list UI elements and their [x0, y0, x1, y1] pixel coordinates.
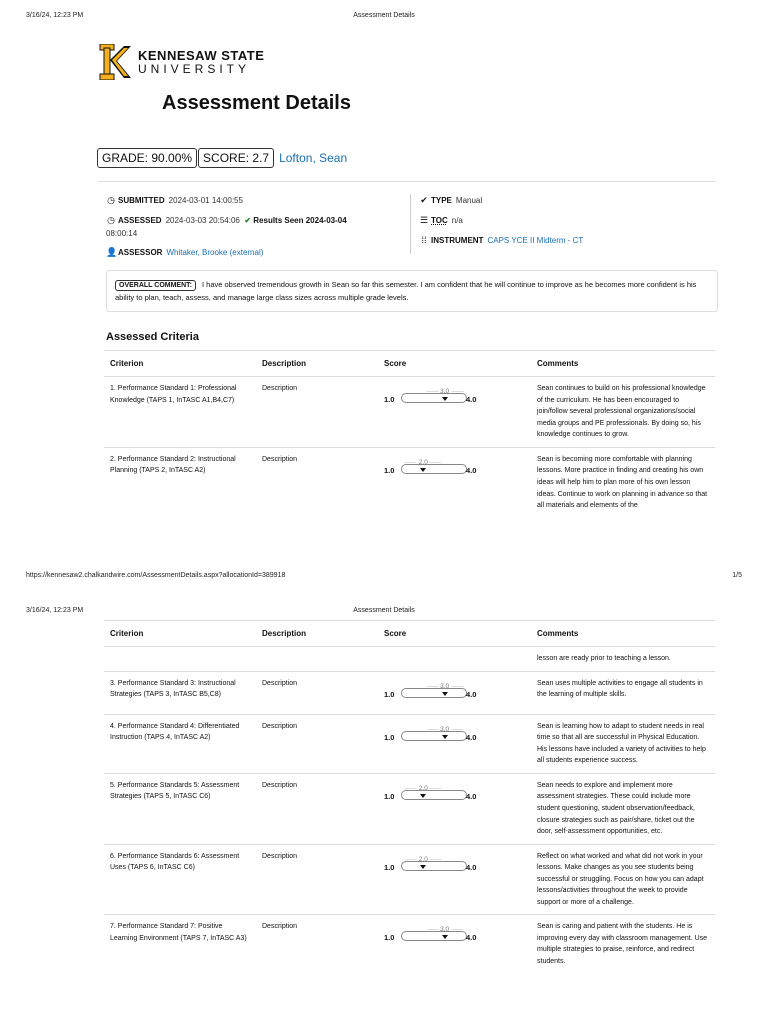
comment-cell: Sean uses multiple activities to engage all students in the learning of multiple skills.	[531, 671, 715, 714]
print-url: https://kennesaw2.chalkandwire.com/AssessmentDetails.aspx?allocationId=389918	[26, 572, 286, 579]
description-header: Description	[256, 351, 378, 377]
person-icon: 👤	[106, 247, 118, 258]
results-seen-time: 08:00:14	[106, 228, 138, 238]
table-header-row	[104, 621, 715, 647]
score-value: 2.0	[419, 855, 428, 866]
comments-header: Comments	[531, 621, 715, 647]
assessed-criteria-heading: Assessed Criteria	[106, 331, 199, 343]
score-value: 2.0	[419, 458, 428, 469]
scale-min: 1.0	[384, 933, 395, 943]
pdf-header	[26, 607, 742, 614]
scale-max: 4.0	[466, 791, 477, 801]
pdf-page-2	[0, 600, 768, 1024]
criterion-cell: 3. Performance Standard 3: Instructional Strategies (TAPS 3, InTASC B5,C8)	[104, 671, 256, 714]
slider-track	[401, 784, 467, 800]
criteria-table	[104, 350, 715, 518]
description-link[interactable]: Description	[256, 915, 378, 974]
print-datetime: 3/16/24, 12:23 PM	[26, 607, 84, 614]
score-slider[interactable]	[384, 721, 525, 751]
score-value: 3.0	[440, 725, 449, 736]
list-icon: ☰	[419, 214, 429, 225]
score-slider[interactable]	[384, 780, 525, 810]
overall-comment-box	[106, 270, 718, 312]
score-cell	[378, 915, 531, 974]
slider-track	[401, 725, 467, 741]
score-cell	[378, 671, 531, 714]
table-row	[104, 714, 715, 773]
table-row	[104, 671, 715, 714]
description-link[interactable]: Description	[256, 714, 378, 773]
print-datetime: 3/16/24, 12:23 PM	[26, 12, 84, 19]
clock-icon: ◷	[107, 195, 115, 205]
score-cell	[378, 773, 531, 844]
score-cell	[378, 447, 531, 517]
criterion-cell: 6. Performance Standards 6: Assessment Uses (TAPS 6, InTASC C6)	[104, 844, 256, 915]
score-value: 3.0	[440, 682, 449, 693]
score-value: 3.0	[440, 387, 449, 398]
slider-thumb-icon	[420, 865, 426, 869]
scale-min: 1.0	[384, 689, 395, 699]
score-slider[interactable]	[384, 678, 525, 708]
scale-max: 4.0	[466, 732, 477, 742]
instrument-link[interactable]: CAPS YCE II Midterm - CT	[487, 235, 584, 245]
brand-line-2: UNIVERSITY	[138, 62, 251, 76]
comment-cell: Reflect on what worked and what did not work in your lessons. Make changes as you see students being successful or struggling. Focus on how you can adapt lessons/activities throughout the week to provide support or more of a challenge.	[531, 844, 715, 915]
results-seen: Results Seen 2024-03-04	[253, 215, 347, 225]
score-value: 3.0	[440, 925, 449, 936]
table-row	[104, 773, 715, 844]
comment-cell: Sean needs to explore and implement more assessment strategies. These could include more student questioning, student observation/feedback, closure strategies such as pair/share, ticket out the door, self-assessment opportunities, etc.	[531, 773, 715, 844]
slider-thumb-icon	[442, 735, 448, 739]
slider-thumb-icon	[442, 397, 448, 401]
slider-thumb-icon	[442, 692, 448, 696]
slider-track	[401, 926, 467, 941]
criterion-cell: 4. Performance Standard 4: Differentiated Instruction (TAPS 4, InTASC A2)	[104, 714, 256, 773]
table-row	[104, 377, 715, 448]
table-row-continued	[104, 647, 715, 672]
print-page-number: 1/5	[732, 572, 742, 579]
description-link[interactable]: Description	[256, 773, 378, 844]
clock-icon: ◷	[107, 214, 115, 225]
comment-cell: Sean is caring and patient with the students. He is improving every day with classroom management. Use multiple strategies to praise, reinforce, and redirect students.	[531, 915, 715, 974]
scale-min: 1.0	[384, 395, 395, 405]
score-slider[interactable]	[384, 454, 525, 484]
scale-min: 1.0	[384, 862, 395, 872]
description-link[interactable]: Description	[256, 377, 378, 448]
grade-bar	[97, 148, 347, 168]
score-badge: SCORE: 2.7	[198, 148, 274, 168]
overall-comment-label: OVERALL COMMENT:	[115, 280, 196, 291]
score-slider[interactable]	[384, 383, 525, 413]
slider-thumb-icon	[420, 468, 426, 472]
score-slider[interactable]	[384, 851, 525, 881]
table-row	[104, 447, 715, 517]
description-link[interactable]: Description	[256, 447, 378, 517]
print-doc-title: Assessment Details	[353, 607, 415, 614]
score-cell	[378, 377, 531, 448]
comment-cell: lesson are ready prior to teaching a lesson.	[531, 647, 715, 672]
criterion-header: Criterion	[104, 621, 256, 647]
slider-track	[401, 682, 467, 698]
description-header: Description	[256, 621, 378, 647]
page-title: Assessment Details	[162, 92, 351, 114]
print-doc-title: Assessment Details	[353, 12, 415, 19]
comment-cell: Sean is becoming more comfortable with planning lessons. More practice in finding and creating his own ideas will help him to plan more of his own lesson ideas. Continue to work on planning in advance so that all materials and elements of the	[531, 447, 715, 517]
score-slider[interactable]	[384, 921, 525, 951]
student-name-link[interactable]: Lofton, Sean	[279, 151, 348, 165]
score-cell	[378, 844, 531, 915]
slider-track	[401, 855, 467, 871]
scale-max: 4.0	[466, 933, 477, 943]
assessor-row: 👤ASSESSOR Whitaker, Brooke (external)	[106, 246, 398, 260]
overall-comment-text: I have observed tremendous growth in Sean so far this semester. I am confident that he will continue to improve as he becomes more confident is his ability to plan, teach, assess, and manage large class sizes across multiple grade levels.	[115, 280, 697, 302]
table-row	[104, 844, 715, 915]
instrument-row: ⁞⁞ INSTRUMENT CAPS YCE II Midterm - CT	[419, 234, 719, 248]
comment-cell: Sean is learning how to adapt to student needs in real time so that all are successful in Physical Education. His lessons have included a variety of activities to help all students experience success.	[531, 714, 715, 773]
grade-badge: GRADE: 90.00%	[97, 148, 197, 168]
criterion-cell: 2. Performance Standard 2: Instructional Planning (TAPS 2, InTASC A2)	[104, 447, 256, 517]
criterion-cell: 5. Performance Standards 5: Assessment Strategies (TAPS 5, InTASC C6)	[104, 773, 256, 844]
description-link[interactable]: Description	[256, 844, 378, 915]
scale-max: 4.0	[466, 689, 477, 699]
assessor-link[interactable]: Whitaker, Brooke (external)	[166, 248, 264, 258]
scale-min: 1.0	[384, 732, 395, 742]
toc-row: ☰ TOC n/a	[419, 214, 719, 228]
criterion-cell: 7. Performance Standard 7: Positive Learning Environment (TAPS 7, InTASC A3)	[104, 915, 256, 974]
scale-max: 4.0	[466, 862, 477, 872]
slider-track	[401, 458, 467, 474]
comment-cell: Sean continues to build on his professional knowledge of the curriculum. He has been encouraged to join/follow several professional organizations/social media groups and PE professionals. By doing so, his knowledge continues to grow.	[531, 377, 715, 448]
ksu-logo[interactable]	[98, 44, 264, 80]
type-row: ✔ TYPE Manual	[419, 194, 719, 208]
scale-max: 4.0	[466, 465, 477, 475]
check-icon: ✔	[420, 195, 428, 205]
ksu-logo-icon	[98, 44, 132, 80]
slider-track	[401, 388, 467, 403]
criteria-table-continued	[104, 620, 715, 974]
assessed-row: ◷ ASSESSED 2024-03-03 20:54:06 ✔ Results Seen 2024-03-04 08:00:14	[106, 214, 347, 238]
check-icon: ✔	[244, 215, 252, 225]
assessment-details-panel	[98, 181, 716, 266]
score-cell	[378, 714, 531, 773]
scale-min: 1.0	[384, 791, 395, 801]
pdf-header	[26, 12, 742, 19]
slider-thumb-icon	[420, 794, 426, 798]
table-row	[104, 915, 715, 974]
grid-icon: ⁞⁞	[421, 234, 427, 245]
score-header: Score	[378, 351, 531, 377]
submitted-row: ◷ SUBMITTED 2024-03-01 14:00:55	[106, 194, 398, 208]
comments-header: Comments	[531, 351, 715, 377]
pdf-footer	[26, 572, 742, 579]
scale-min: 1.0	[384, 465, 395, 475]
slider-thumb-icon	[442, 935, 448, 939]
score-value: 2.0	[419, 784, 428, 795]
criterion-cell: 1. Performance Standard 1: Professional Knowledge (TAPS 1, InTASC A1,B4,C7)	[104, 377, 256, 448]
score-header: Score	[378, 621, 531, 647]
table-header-row	[104, 351, 715, 377]
description-link[interactable]: Description	[256, 671, 378, 714]
criterion-header: Criterion	[104, 351, 256, 377]
scale-max: 4.0	[466, 395, 477, 405]
brand-line-1: KENNESAW STATE	[138, 48, 265, 63]
